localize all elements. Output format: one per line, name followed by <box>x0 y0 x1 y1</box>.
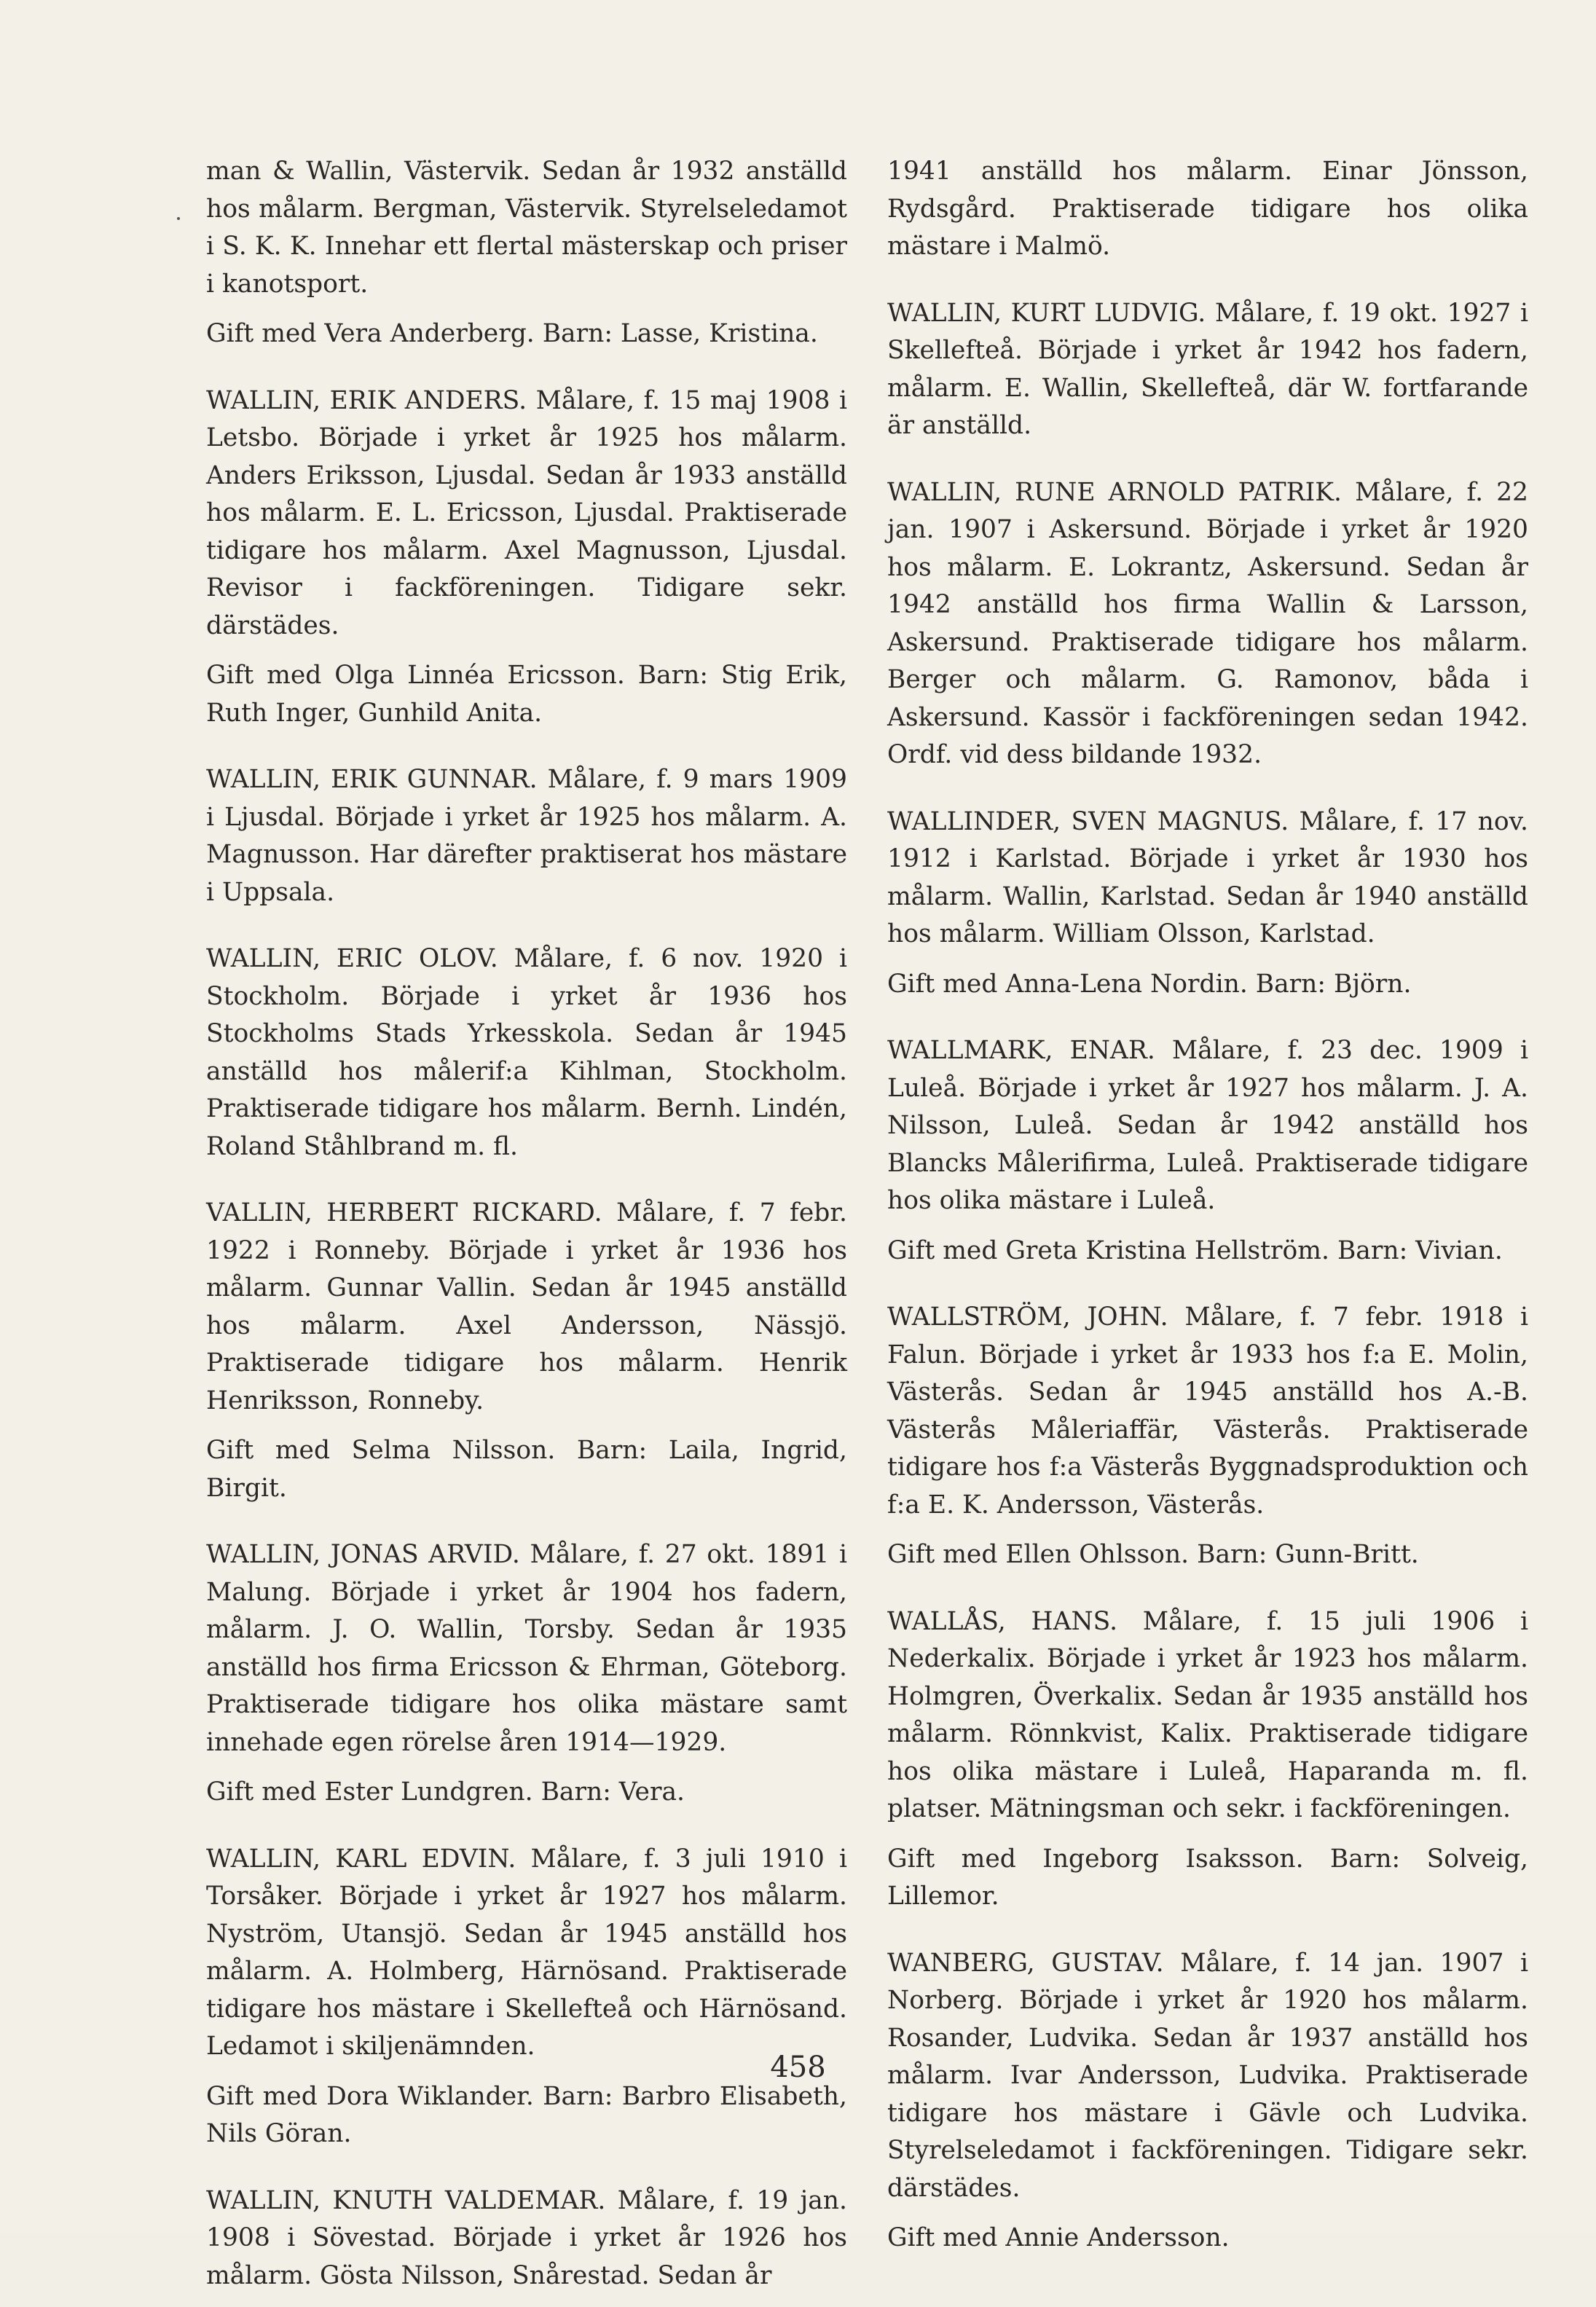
paragraph-family: Gift med Ellen Ohlsson. Barn: Gunn-Britt. <box>887 1540 1419 1569</box>
paragraph-family: Gift med Greta Kristina Hellström. Barn: Vivian. <box>887 1235 1503 1265</box>
paragraph-family: Gift med Vera Anderberg. Barn: Lasse, Kristina. <box>206 319 818 348</box>
entry-wallin-erik-anders: WALLIN, ERIK ANDERS. Målare, f. 15 maj 1908 i Letsbo. Började i yrket år 1925 hos målarm. Anders Eriksson, Ljusdal. Sedan år 1933 anställd hos målarm. E. L. Ericsson, Ljusdal. Praktiserade tidigare hos målarm. Axel Magnusson, Ljusdal. Revisor i fackföreningen. Tidigare sekr. därstädes. <box>206 385 847 640</box>
paragraph-family: Gift med Dora Wiklander. Barn: Barbro Elisabeth, Nils Göran. <box>206 2081 847 2148</box>
entry-wallmark-enar: WALLMARK, ENAR. Målare, f. 23 dec. 1909 i Luleå. Började i yrket år 1927 hos målarm. J. A. Nilsson, Luleå. Sedan år 1942 anställd hos Blancks Målerifirma, Luleå. Praktiserade tidigare hos olika mästare i Luleå. <box>887 1036 1528 1215</box>
entry-wallinder-sven-magnus: WALLINDER, SVEN MAGNUS. Målare, f. 17 nov. 1912 i Karlstad. Började i yrket år 1930 hos målarm. Wallin, Karlstad. Sedan år 1940 anställd hos målarm. William Olsson, Karlstad. <box>887 806 1528 948</box>
entry-vallin-herbert-rickard: VALLIN, HERBERT RICKARD. Målare, f. 7 febr. 1922 i Ronneby. Började i yrket år 1936 hos målarm. Gunnar Vallin. Sedan år 1945 anställd hos målarm. Axel Andersson, Nässjö. Praktiserade tidigare hos målarm. Henrik Henriksson, Ronneby. <box>206 1198 847 1415</box>
paragraph-continued-entry: 1941 anställd hos målarm. Einar Jönsson, Rydsgård. Praktiserade tidigare hos olika mästare i Malmö. <box>887 157 1528 261</box>
entry-wallin-jonas-arvid: WALLIN, JONAS ARVID. Målare, f. 27 okt. 1891 i Malung. Började i yrket år 1904 hos fadern, målarm. J. O. Wallin, Torsby. Sedan år 1935 anställd hos firma Ericsson & Ehrman, Göteborg. Praktiserade tidigare hos olika mästare samt innehade egen rörelse åren 1914—1929. <box>206 1540 847 1757</box>
entry-wallin-rune-arnold-patrik: WALLIN, RUNE ARNOLD PATRIK. Målare, f. 22 jan. 1907 i Askersund. Började i yrket år 1920 hos målarm. E. Lokrantz, Askersund. Sedan år 1942 anställd hos firma Wallin & Larsson, Askersund. Praktiserade tidigare hos målarm. Berger och målarm. G. Ramonov, båda i Askersund. Kassör i fackföreningen sedan 1942. Ordf. vid dess bildande 1932. <box>887 477 1528 769</box>
entry-wallin-karl-edvin: WALLIN, KARL EDVIN. Målare, f. 3 juli 1910 i Torsåker. Började i yrket år 1927 hos målarm. Nyström, Utansjö. Sedan år 1945 anställd hos målarm. A. Holmberg, Härnösand. Praktiserade tidigare hos mästare i Skellefteå och Härnösand. Ledamot i skiljenämnden. <box>206 1844 847 2061</box>
left-column <box>206 153 847 2307</box>
entry-wallin-kurt-ludvig: WALLIN, KURT LUDVIG. Målare, f. 19 okt. 1927 i Skellefteå. Började i yrket år 1942 hos fadern, målarm. E. Wallin, Skellefteå, där W. fortfarande är anställd. <box>887 298 1528 440</box>
paragraph-family: Gift med Ingeborg Isaksson. Barn: Solveig, Lillemor. <box>887 1844 1528 1911</box>
entry-wallin-eric-olov: WALLIN, ERIC OLOV. Målare, f. 6 nov. 1920 i Stockholm. Började i yrket år 1936 hos Stockholms Stads Yrkesskola. Sedan år 1945 anställd hos målerif:a Kihlman, Stockholm. Praktiserade tidigare hos målarm. Bernh. Lindén, Roland Ståhlbrand m. fl. <box>206 944 847 1161</box>
entry-wallas-hans: WALLÅS, HANS. Målare, f. 15 juli 1906 i Nederkalix. Började i yrket år 1923 hos målarm. Holmgren, Överkalix. Sedan år 1935 anställd hos målarm. Rönnkvist, Kalix. Praktiserade tidigare hos olika mästare i Luleå, Haparanda m. fl. platser. Mätningsman och sekr. i fackföreningen. <box>887 1606 1528 1823</box>
page-number: 458 <box>770 2051 826 2084</box>
entry-wanberg-gustav: WANBERG, GUSTAV. Målare, f. 14 jan. 1907 i Norberg. Började i yrket år 1920 hos målarm. Rosander, Ludvika. Sedan år 1937 anställd hos målarm. Ivar Andersson, Ludvika. Praktiserade tidigare hos mästare i Gävle och Ludvika. Styrelseledamot i fackföreningen. Tidigare sekr. därstädes. <box>887 1948 1528 2203</box>
entry-wallin-erik-gunnar: WALLIN, ERIK GUNNAR. Målare, f. 9 mars 1909 i Ljusdal. Började i yrket år 1925 hos målarm. A. Magnusson. Har därefter praktiserat hos mästare i Uppsala. <box>206 765 847 907</box>
right-column <box>887 153 1528 2270</box>
paragraph-family: Gift med Anna-Lena Nordin. Barn: Björn. <box>887 969 1412 999</box>
paragraph-family: Gift med Selma Nilsson. Barn: Laila, Ingrid, Birgit. <box>206 1436 847 1503</box>
entry-wallin-knuth-valdemar: WALLIN, KNUTH VALDEMAR. Målare, f. 19 jan. 1908 i Sövestad. Började i yrket år 1926 hos målarm. Gösta Nilsson, Snårestad. Sedan år <box>206 2185 847 2290</box>
paragraph-family: Gift med Ester Lundgren. Barn: Vera. <box>206 1777 685 1807</box>
print-speck <box>177 217 180 220</box>
paragraph-family: Gift med Annie Andersson. <box>887 2223 1230 2252</box>
paragraph-continued-entry: man & Wallin, Västervik. Sedan år 1932 anställd hos målarm. Bergman, Västervik. Styrelseledamot i S. K. K. Innehar ett flertal mästerskap och priser i kanotsport. <box>206 157 847 299</box>
paragraph-family: Gift med Olga Linnéa Ericsson. Barn: Stig Erik, Ruth Inger, Gunhild Anita. <box>206 661 847 728</box>
entry-wallstrom-john: WALLSTRÖM, JOHN. Målare, f. 7 febr. 1918 i Falun. Började i yrket år 1933 hos f:a E. Molin, Västerås. Sedan år 1945 anställd hos A.-B. Västerås Måleriaffär, Västerås. Praktiserade tidigare hos f:a Västerås Byggnadsproduktion och f:a E. K. Andersson, Västerås. <box>887 1302 1528 1520</box>
